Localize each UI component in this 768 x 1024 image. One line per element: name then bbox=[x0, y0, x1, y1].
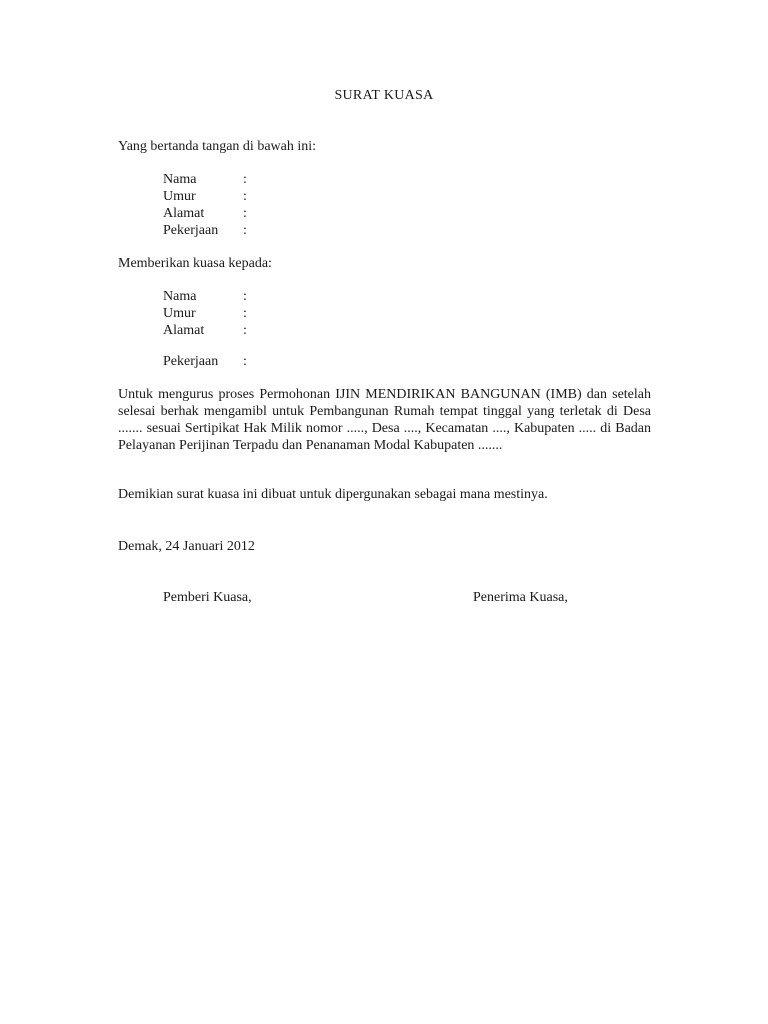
field-colon: : bbox=[243, 323, 247, 338]
field-colon: : bbox=[243, 172, 247, 187]
grant-line: Memberikan kuasa kepada: bbox=[118, 256, 272, 271]
grantor-field-pekerjaan bbox=[163, 223, 247, 239]
field-colon: : bbox=[243, 206, 247, 221]
field-label: Pekerjaan bbox=[163, 223, 219, 238]
grantee-field-alamat bbox=[163, 323, 247, 339]
grantee-field-pekerjaan bbox=[163, 354, 247, 370]
field-colon: : bbox=[243, 306, 247, 321]
grantor-field-umur bbox=[163, 189, 247, 205]
field-label: Nama bbox=[163, 172, 197, 187]
document-title: SURAT KUASA bbox=[334, 88, 434, 103]
place-date: Demak, 24 Januari 2012 bbox=[118, 539, 255, 554]
field-label: Alamat bbox=[163, 206, 205, 221]
field-colon: : bbox=[243, 289, 247, 304]
closing-line: Demikian surat kuasa ini dibuat untuk dipergunakan sebagai mana mestinya. bbox=[118, 487, 548, 502]
intro-line: Yang bertanda tangan di bawah ini: bbox=[118, 139, 317, 154]
field-label: Umur bbox=[163, 189, 196, 204]
grantor-field-alamat bbox=[163, 206, 247, 222]
signature-pemberi-kuasa: Pemberi Kuasa, bbox=[163, 590, 252, 605]
field-colon: : bbox=[243, 223, 247, 238]
field-label: Nama bbox=[163, 289, 197, 304]
grantee-field-nama bbox=[163, 289, 247, 305]
field-label: Pekerjaan bbox=[163, 354, 219, 369]
field-label: Alamat bbox=[163, 323, 205, 338]
grantee-field-umur bbox=[163, 306, 247, 322]
signature-penerima-kuasa: Penerima Kuasa, bbox=[473, 590, 568, 605]
field-colon: : bbox=[243, 189, 247, 204]
field-label: Umur bbox=[163, 306, 196, 321]
grantor-field-nama bbox=[163, 172, 247, 188]
purpose-paragraph: Untuk mengurus proses Permohonan IJIN MENDIRIKAN BANGUNAN (IMB) dan setelah selesai berhak mengamibl untuk Pembangunan Rumah tempat tinggal yang terletak di Desa ....... sesuai Sertipikat Hak Milik nomor ....., Desa ...., Kecamatan ...., Kabupaten ..... di Badan Pelayanan Perijinan Terpadu dan Penanaman Modal Kabupaten ....... bbox=[118, 387, 651, 453]
field-colon: : bbox=[243, 354, 247, 369]
